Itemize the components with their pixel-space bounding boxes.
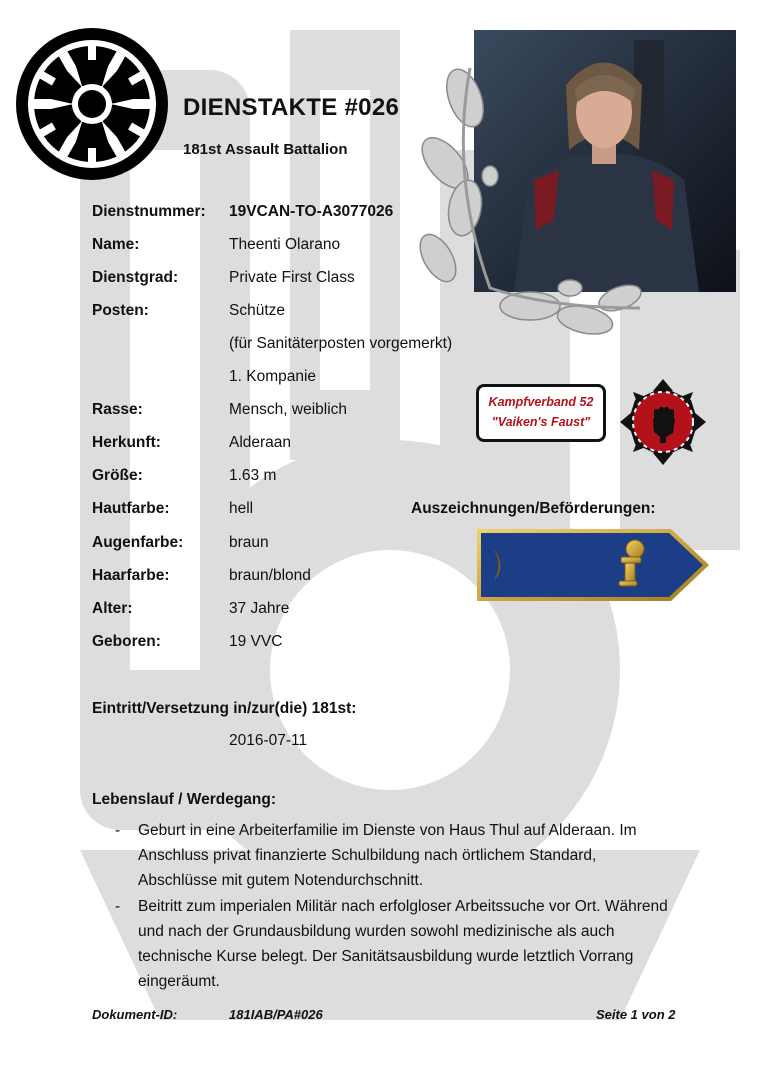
field-label: Hautfarbe: xyxy=(92,500,170,517)
field-value: (für Sanitäterposten vorgemerkt) xyxy=(229,335,453,352)
bullet-dash: - xyxy=(115,898,121,915)
field-label: Dienstgrad: xyxy=(92,269,179,286)
field-label: Rasse: xyxy=(92,401,143,418)
fist-gear-icon xyxy=(618,377,708,467)
field-value: Alderaan xyxy=(229,434,292,451)
awards-heading: Auszeichnungen/Beförderungen: xyxy=(411,500,656,517)
field-value: Theenti Olarano xyxy=(229,236,341,253)
doc-id-label: Dokument-ID: xyxy=(92,1007,178,1022)
oak-leaves-ornament xyxy=(410,58,650,358)
entry-date: 2016-07-11 xyxy=(229,732,308,749)
field-label: Augenfarbe: xyxy=(92,534,184,551)
field-value: Private First Class xyxy=(229,269,355,286)
imperial-crest-icon xyxy=(14,26,170,182)
field-value: hell xyxy=(229,500,254,517)
battlegroup-name: Kampfverband 52 xyxy=(488,395,594,409)
unit-name: 181st Assault Battalion xyxy=(183,141,348,158)
field-value: Mensch, weiblich xyxy=(229,401,348,418)
field-value: braun xyxy=(229,534,269,551)
document-title: DIENSTAKTE #026 xyxy=(183,94,400,121)
field-label: Name: xyxy=(92,236,140,253)
biography-text: Geburt in eine Arbeiterfamilie im Dienste von Haus Thul auf Alderaan. Im Anschluss privat finanzierte Schulbildung nach örtlichem Standard, Abschlüsse mit gutem Notendurchschnitt. xyxy=(138,822,637,889)
field-value: 1. Kompanie xyxy=(229,368,317,385)
page-indicator: Seite 1 von 2 xyxy=(596,1007,676,1022)
field-label: Posten: xyxy=(92,302,149,319)
service-number: 19VCAN-TO-A3077026 xyxy=(229,203,394,220)
field-value: Schütze xyxy=(229,302,286,319)
field-value: 19 VVC xyxy=(229,633,283,650)
field-label: Dienstnummer: xyxy=(92,203,206,220)
doc-id-value: 181IAB/PA#026 xyxy=(229,1007,323,1022)
field-value: braun/blond xyxy=(229,567,311,584)
bullet-dash: - xyxy=(115,822,121,839)
field-label: Haarfarbe: xyxy=(92,567,170,584)
rank-insignia-icon xyxy=(475,527,711,603)
battlegroup-box xyxy=(476,384,606,442)
field-label: Geboren: xyxy=(92,633,161,650)
field-value: 1.63 m xyxy=(229,467,277,484)
field-value: 37 Jahre xyxy=(229,600,290,617)
entry-heading: Eintritt/Versetzung in/zur(die) 181st: xyxy=(92,700,357,717)
field-label: Größe: xyxy=(92,467,143,484)
battlegroup-nickname: "Vaiken's Faust" xyxy=(491,415,591,429)
biography-text: Beitritt zum imperialen Militär nach erfolgloser Arbeitssuche vor Ort. Während und nach der Grundausbildung wurden sowohl medizinische als auch technische Kurse belegt. Der Sanitätsausbildung wurde letztlich Vorrang eingeräumt. xyxy=(138,898,668,990)
field-label: Alter: xyxy=(92,600,133,617)
field-label: Herkunft: xyxy=(92,434,161,451)
biography-heading: Lebenslauf / Werdegang: xyxy=(92,791,277,808)
